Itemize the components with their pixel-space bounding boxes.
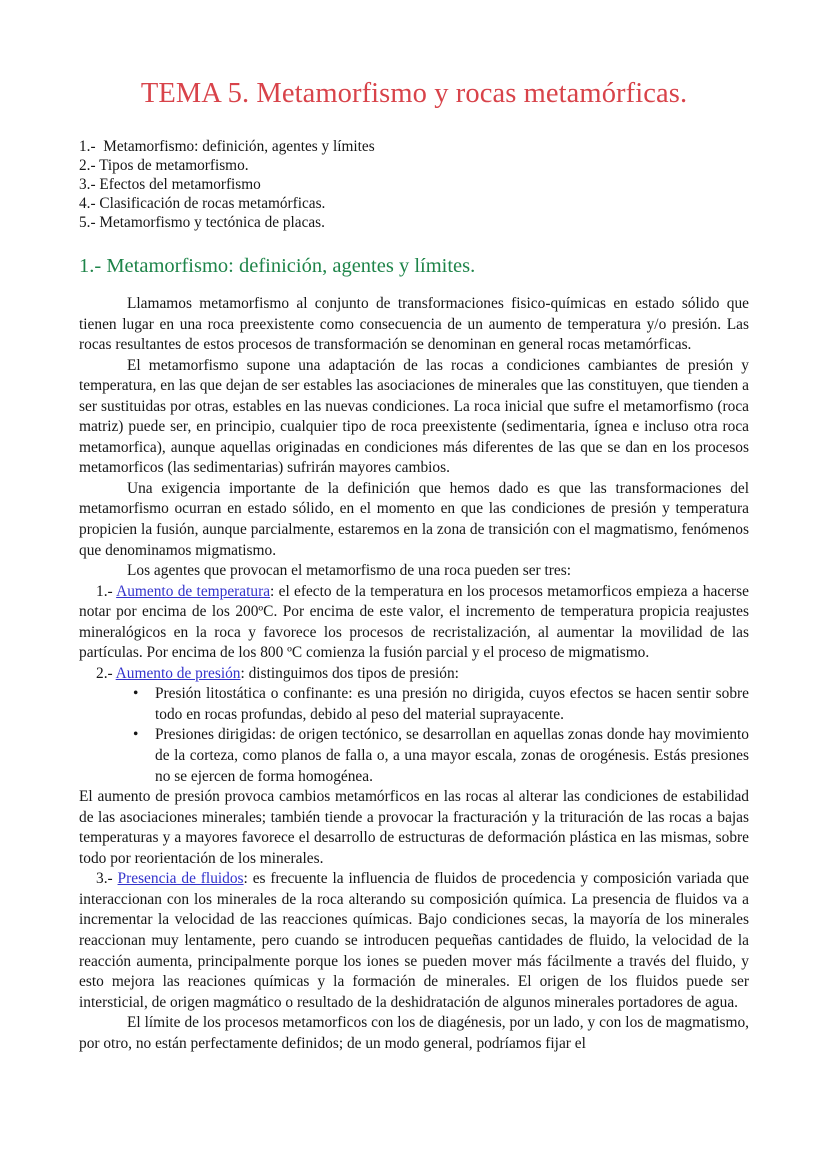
agent-item-fluids	[79, 869, 749, 1013]
paragraph-solid-state: Una exigencia importante de la definición que hemos dado es que las transformaciones del metamorfismo ocurran en estado sólido, en el momento en que las condiciones de presión y temperatura propicien la fusión, aunque parcialmente, estaremos en la zona de transición con el magmatismo, fenómenos que denominamos migmatismo.	[79, 479, 749, 559]
body-text-column	[79, 294, 749, 1054]
paragraph-limits: El límite de los procesos metamorficos con los de diagénesis, por un lado, y con los de magmatismo, por otro, no están perfectamente definidos; de un modo general, podríamos fijar el	[79, 1014, 749, 1052]
toc-item: 3.- Efectos del metamorfismo	[79, 176, 261, 194]
bullet-disc-icon: •	[133, 685, 139, 703]
agent-term-fluids: Presencia de fluidos	[117, 870, 244, 888]
agent-term-temperature: Aumento de temperatura	[116, 582, 271, 600]
paragraph-adaptation: El metamorfismo supone una adaptación de las rocas a condiciones cambiantes de presión y temperatura, en las que dejan de ser estables las asociaciones de minerales que las constituyen, que tienden a ser sustituidas por otras, estables en las nuevas condiciones. La roca inicial que sufre el metamorfismo (roca matriz) puede ser, en principio, cualquier tipo de roca preexistente (sedimentaria, ígnea e incluso otra roca metamorfica), aunque aquellas originadas en condiciones más diferentes de las que se dan en los procesos metamorficos (las sedimentarias) sufrirán mayores cambios.	[79, 356, 749, 477]
list-item-text: Presiones dirigidas: de origen tectónico, se desarrollan en aquellas zonas donde hay movimiento de la corteza, como planos de falla o, a una mayor escala, zonas de orogénesis. Estás presiones no se ejercen de forma homogénea.	[155, 726, 749, 785]
section-heading: 1.- Metamorfismo: definición, agentes y límites.	[79, 255, 476, 277]
toc-item: 2.- Tipos de metamorfismo.	[79, 157, 249, 175]
agent-item-number: 1.-	[96, 582, 117, 600]
toc-item: 1.- Metamorfismo: definición, agentes y límites	[79, 138, 375, 155]
agent-text-fluids: : es frecuente la influencia de fluidos de procedencia y composición variada que interaccionan con los minerales de la roca alterando su composición química. La presencia de fluidos va a incrementar la velocidad de las reacciones químicas. Bajo condiciones secas, la mayoría de los minerales reaccionan muy lentamente, pero cuando se introducen pequeñas cantidades de fluido, la velocidad de la reacción aumenta, principalmente porque los iones se pueden mover más fácilmente a través del fluido, y esto mejora las reaciones químicas y la formación de minerales. El origen de los fluidos puede ser intersticial, de origen magmático o resultado de la deshidratación de algunos minerales portadores de agua.	[79, 870, 749, 1011]
agent-term-pressure: Aumento de presión	[115, 664, 241, 682]
paragraph-definition: Llamamos metamorfismo al conjunto de transformaciones fisico-químicas en estado sólido que tienen lugar en una roca preexistente como consecuencia de un aumento de temperatura y/o presión. Las rocas resultantes de estos procesos de transformación se denominan en general rocas metamórficas.	[79, 295, 749, 354]
agent-item-temperature	[79, 582, 749, 664]
list-item	[79, 725, 749, 787]
pressure-types-list	[79, 684, 749, 787]
paragraph-pressure-effects: El aumento de presión provoca cambios metamórficos en las rocas al alterar las condiciones de estabilidad de las asociaciones minerales; también tiende a provocar la fracturación y la trituración de las rocas a bajas temperaturas y a mayores favorece el desarrollo de estructuras de deformación plástica en las mismas, sobre todo por reorientación de los minerales.	[79, 788, 749, 867]
list-item	[79, 684, 749, 725]
table-of-contents	[79, 137, 749, 232]
paragraph-agents-intro: Los agentes que provocan el metamorfismo de una roca pueden ser tres:	[127, 562, 572, 580]
agent-item-number: 2.-	[96, 664, 116, 682]
agent-item-number: 3.-	[96, 870, 118, 888]
agent-text-temperature: : el efecto de la temperatura en los procesos metamorficos empieza a hacerse notar por encima de los 200ºC. Por encima de este valor, el incremento de temperatura propicia reajustes mineralógicos en la roca y favorece los procesos de recristalización, al aumentar la movilidad de las partículas. Por encima de los 800 ºC comienza la fusión parcial y el proceso de migmatismo.	[79, 582, 749, 662]
bullet-disc-icon: •	[133, 726, 139, 744]
toc-item: 4.- Clasificación de rocas metamórficas.	[79, 195, 326, 213]
agent-item-pressure	[79, 664, 749, 685]
list-item-text: Presión litostática o confinante: es una presión no dirigida, cuyos efectos se hacen sentir sobre todo en rocas profundas, debido al peso del material suprayacente.	[155, 685, 749, 723]
agent-text-pressure: : distinguimos dos tipos de presión:	[240, 664, 459, 682]
toc-item: 5.- Metamorfismo y tectónica de placas.	[79, 214, 325, 232]
page-title: TEMA 5. Metamorfismo y rocas metamórficas.	[140, 78, 688, 109]
